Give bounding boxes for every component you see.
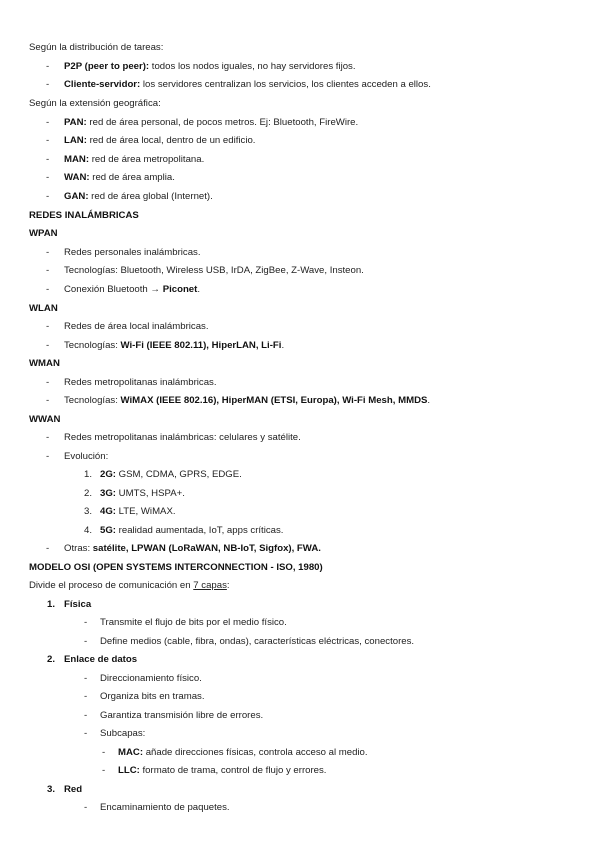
dash-marker: - bbox=[46, 79, 50, 90]
dash-marker: - bbox=[46, 117, 50, 128]
list-item: Conexión Bluetooth → Piconet. bbox=[64, 284, 201, 295]
subsection-title-wlan: WLAN bbox=[29, 303, 58, 314]
dash-marker: - bbox=[46, 265, 50, 276]
list-number: 1. bbox=[84, 469, 93, 480]
list-item: Redes metropolitanas inalámbricas. bbox=[64, 377, 217, 388]
list-item: P2P (peer to peer): todos los nodos iguales, no hay servidores fijos. bbox=[64, 61, 356, 72]
list-item: Redes personales inalámbricas. bbox=[64, 247, 201, 258]
arrow-right-icon: → bbox=[150, 284, 161, 295]
list-item: WAN: red de área amplia. bbox=[64, 172, 175, 183]
list-item: GAN: red de área global (Internet). bbox=[64, 191, 213, 202]
subsection-title-wman: WMAN bbox=[29, 358, 60, 369]
dash-marker: - bbox=[84, 691, 88, 702]
list-number: 3. bbox=[47, 784, 56, 795]
list-item: Tecnologías: WiMAX (IEEE 802.16), HiperMAN (ETSI, Europa), Wi-Fi Mesh, MMDS. bbox=[64, 395, 431, 406]
dash-marker: - bbox=[46, 432, 50, 443]
list-item: MAN: red de área metropolitana. bbox=[64, 154, 205, 165]
list-item: Redes metropolitanas inalámbricas: celulares y satélite. bbox=[64, 432, 301, 443]
list-item: MAC: añade direcciones físicas, controla acceso al medio. bbox=[118, 747, 368, 758]
osi-layer-title: Física bbox=[64, 599, 92, 610]
dash-marker: - bbox=[102, 765, 106, 776]
dash-marker: - bbox=[84, 802, 88, 813]
osi-layer-title: Enlace de datos bbox=[64, 654, 138, 665]
list-item: Encaminamiento de paquetes. bbox=[100, 802, 230, 813]
dash-marker: - bbox=[46, 340, 50, 351]
list-number: 3. bbox=[84, 506, 93, 517]
dash-marker: - bbox=[46, 451, 50, 462]
dash-marker: - bbox=[46, 377, 50, 388]
dash-marker: - bbox=[84, 617, 88, 628]
list-item: Define medios (cable, fibra, ondas), características eléctricas, conectores. bbox=[100, 636, 415, 647]
list-item: Subcapas: bbox=[100, 728, 146, 739]
section-title-osi: MODELO OSI (OPEN SYSTEMS INTERCONNECTION - ISO, 1980) bbox=[29, 562, 323, 573]
list-item: 5G: realidad aumentada, IoT, apps críticas. bbox=[100, 525, 284, 536]
list-item: Cliente-servidor: los servidores centralizan los servicios, los clientes acceden a ellos. bbox=[64, 79, 431, 90]
list-item: Tecnologías: Wi-Fi (IEEE 802.11), HiperLAN, Li-Fi. bbox=[64, 340, 285, 351]
dash-marker: - bbox=[46, 543, 50, 554]
list-item: Transmite el flujo de bits por el medio físico. bbox=[100, 617, 287, 628]
list-item: 2G: GSM, CDMA, GPRS, EDGE. bbox=[100, 469, 242, 480]
dash-marker: - bbox=[84, 710, 88, 721]
list-item: Redes de área local inalámbricas. bbox=[64, 321, 209, 332]
list-item: PAN: red de área personal, de pocos metros. Ej: Bluetooth, FireWire. bbox=[64, 117, 359, 128]
list-item: Otras: satélite, LPWAN (LoRaWAN, NB-IoT, Sigfox), FWA. bbox=[64, 543, 321, 554]
subsection-title-wwan: WWAN bbox=[29, 414, 61, 425]
dash-marker: - bbox=[46, 395, 50, 406]
dash-marker: - bbox=[84, 636, 88, 647]
section-heading-distribution: Según la distribución de tareas: bbox=[29, 42, 164, 53]
dash-marker: - bbox=[46, 135, 50, 146]
list-item: LLC: formato de trama, control de flujo y errores. bbox=[118, 765, 327, 776]
list-number: 2. bbox=[47, 654, 56, 665]
dash-marker: - bbox=[46, 172, 50, 183]
list-item: Tecnologías: Bluetooth, Wireless USB, IrDA, ZigBee, Z-Wave, Insteon. bbox=[64, 265, 364, 276]
osi-layer-title: Red bbox=[64, 784, 83, 795]
osi-intro: Divide el proceso de comunicación en 7 capas: bbox=[29, 580, 230, 591]
list-item: Organiza bits en tramas. bbox=[100, 691, 205, 702]
list-item: Evolución: bbox=[64, 451, 109, 462]
link-7-capas[interactable]: 7 capas bbox=[193, 580, 227, 591]
list-item: LAN: red de área local, dentro de un edificio. bbox=[64, 135, 256, 146]
dash-marker: - bbox=[46, 247, 50, 258]
dash-marker: - bbox=[84, 673, 88, 684]
dash-marker: - bbox=[46, 284, 50, 295]
list-number: 2. bbox=[84, 488, 93, 499]
dash-marker: - bbox=[46, 321, 50, 332]
dash-marker: - bbox=[46, 154, 50, 165]
section-title-wireless: REDES INALÁMBRICAS bbox=[29, 210, 139, 221]
dash-marker: - bbox=[102, 747, 106, 758]
dash-marker: - bbox=[46, 191, 50, 202]
section-heading-extension: Según la extensión geográfica: bbox=[29, 98, 161, 109]
list-item: Garantiza transmisión libre de errores. bbox=[100, 710, 264, 721]
list-item: 4G: LTE, WiMAX. bbox=[100, 506, 176, 517]
list-item: Direccionamiento físico. bbox=[100, 673, 202, 684]
list-number: 4. bbox=[84, 525, 93, 536]
list-item: 3G: UMTS, HSPA+. bbox=[100, 488, 185, 499]
list-number: 1. bbox=[47, 599, 56, 610]
dash-marker: - bbox=[46, 61, 50, 72]
dash-marker: - bbox=[84, 728, 88, 739]
subsection-title-wpan: WPAN bbox=[29, 228, 58, 239]
